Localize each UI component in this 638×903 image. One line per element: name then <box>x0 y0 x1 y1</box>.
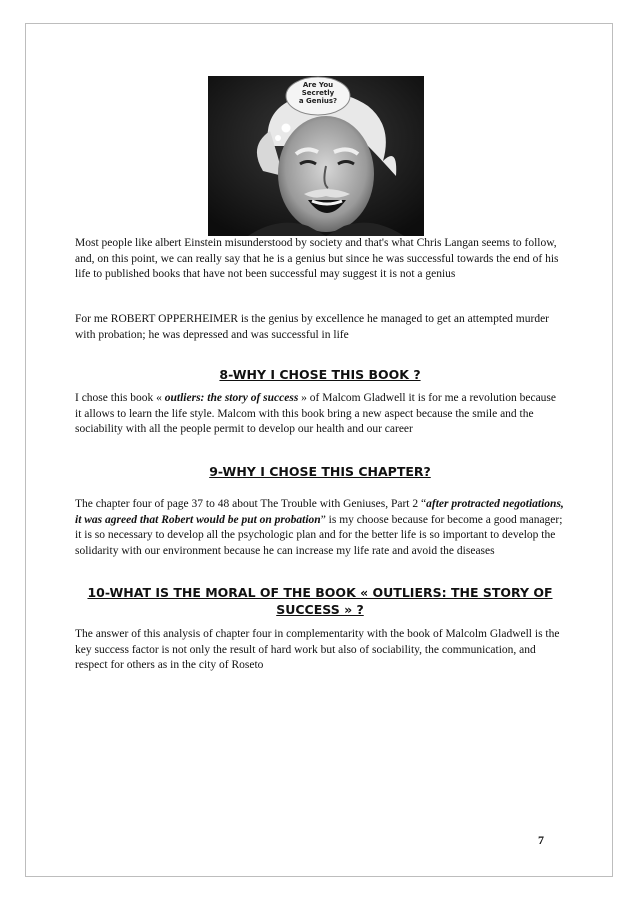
heading-section-10 <box>70 584 570 618</box>
paragraph-section-8 <box>75 391 565 438</box>
paragraph-oppenheimer: For me ROBERT OPPERHEIMER is the genius by excellence he managed to get an attempted murder with probation; he was depressed and was successful in life <box>75 313 550 341</box>
einstein-photo <box>208 76 424 236</box>
bubble-line-3: a Genius? <box>298 97 338 105</box>
heading-section-9: 9-WHY I CHOSE THIS CHAPTER? <box>209 464 431 479</box>
heading-section-8: 8-WHY I CHOSE THIS BOOK ? <box>219 367 421 382</box>
heading-section-10-line-1: 10-WHAT IS THE MORAL OF THE BOOK « OUTLIERS: THE STORY OF <box>87 585 553 600</box>
thought-bubble-text <box>290 81 346 105</box>
heading-section-10-line-2: SUCCESS » ? <box>276 602 364 617</box>
section-9-text-end: ” is my choose because for become a good manager; it is so necessary to develop all the psychologic plan and for the better life is so important to develop the solidarity with our environment because he can increase my life rate and avoid the diseases <box>75 513 563 557</box>
bubble-line-2: Secretly <box>301 89 335 97</box>
page-number: 7 <box>538 833 544 847</box>
paragraph-einstein: Most people like albert Einstein misunderstood by society and that's what Chris Langan seems to follow, and, on this point, we can really say that he is a genius but since he was successful towards the end of his life to published books that have not been successful may suggest it is not a genius <box>75 237 559 280</box>
paragraph-section-10: The answer of this analysis of chapter four in complementarity with the book of Malcolm Gladwell is the key success factor is not only the result of hard work but also of sociability, the communication, and respect for others as in the city of Roseto <box>75 628 560 671</box>
section-9-text-start: The chapter four of page 37 to 48 about The Trouble with Geniuses, Part 2 “ <box>75 498 427 510</box>
quote-emphasis: after protracted negotiations, it was agreed that Robert would be put on probation <box>75 498 564 526</box>
section-8-text-start: I chose this book « <box>75 392 165 404</box>
book-title-emphasis: outliers: the story of success <box>164 392 299 404</box>
bubble-line-1: Are You <box>302 81 334 89</box>
section-8-text-end: » of Malcom Gladwell it is for me a revolution because it allows to learn the life style. Malcom with this book bring a new aspect because the smile and the sociability with all the people permit to develop our health and our career <box>75 392 557 435</box>
paragraph-section-9 <box>75 497 565 559</box>
